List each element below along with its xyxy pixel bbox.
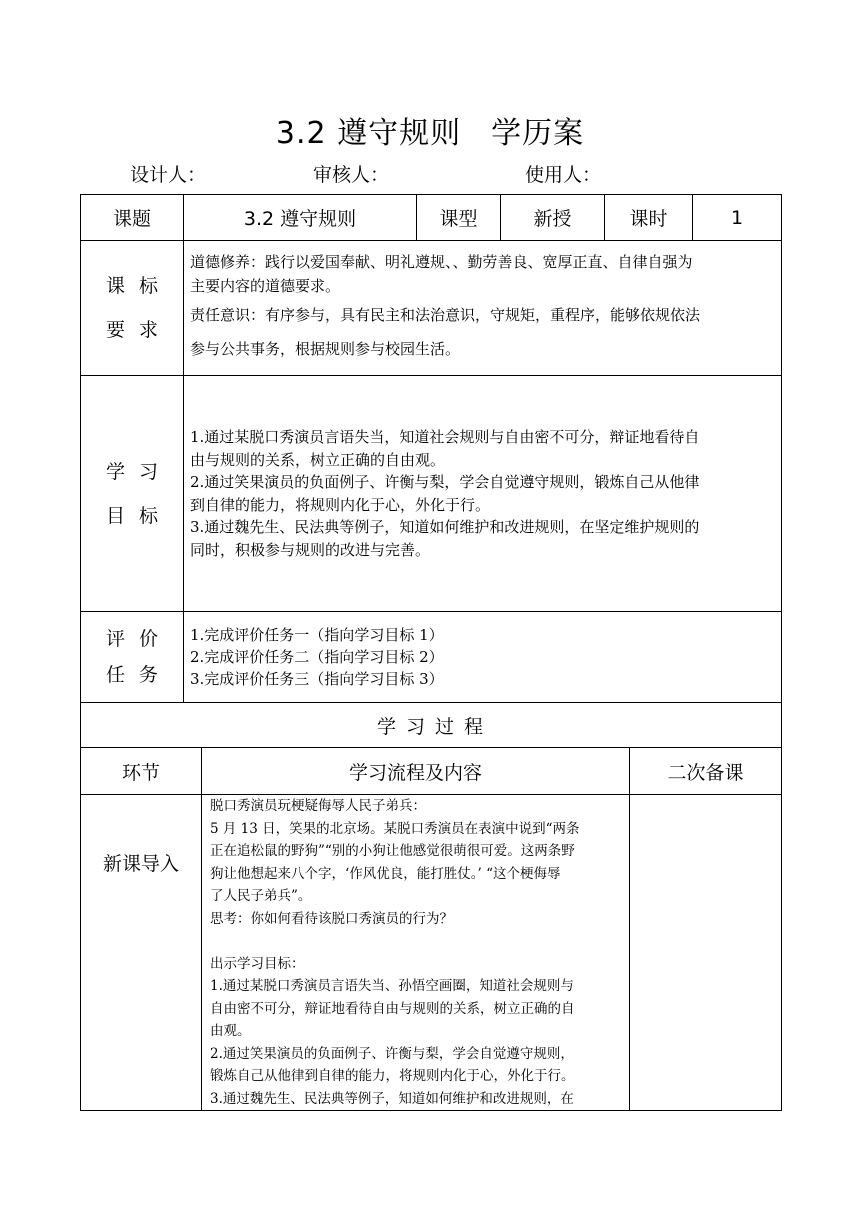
- topic-value: 3.2 遵守规则: [184, 195, 417, 241]
- standard-line: 参与公共事务，根据规则参与校园生活。: [190, 340, 461, 358]
- period-label: 课时: [605, 195, 693, 241]
- topic-label: 课题: [81, 195, 184, 241]
- tasks-label: [81, 612, 184, 703]
- content-line: 了人民子弟兵”。: [210, 888, 312, 904]
- type-label: 课型: [417, 195, 501, 241]
- goals-label-line2: 目标: [105, 504, 172, 527]
- document-title: [0, 108, 860, 152]
- period-value: 1: [693, 195, 782, 241]
- tasks-row: [81, 612, 782, 703]
- content-line: 3.通过魏先生、民法典等例子，知道如何维护和改进规则，在: [210, 1090, 574, 1107]
- goals-label: [81, 376, 184, 612]
- tasks-label-line2: 任务: [105, 664, 172, 686]
- standard-row: [81, 241, 782, 376]
- content-line: 出示学习目标：: [210, 955, 305, 972]
- content-line: 思考：你如何看待该脱口秀演员的行为？: [210, 910, 453, 927]
- process-header-row: [81, 703, 782, 748]
- tasks-content: [184, 612, 782, 703]
- content-line: 1.通过某脱口秀演员言语失当、孙悟空画圈，知道社会规则与: [210, 978, 574, 994]
- intro-row: [81, 795, 782, 1111]
- intro-content: [202, 795, 630, 1111]
- process-table: [80, 702, 782, 1111]
- notes-cell: [630, 795, 782, 1111]
- content-line: 2.通过笑果演员的负面例子、许衡与梨，学会自觉遵守规则，: [210, 1045, 574, 1062]
- goals-row: [81, 376, 782, 612]
- designer-label: 设计人：: [130, 164, 207, 186]
- tasks-line: 2.完成评价任务二（指向学习目标 2）: [190, 648, 444, 666]
- stage-name: 新课导入: [81, 795, 202, 1111]
- goals-line: 由与规则的关系，树立正确的自由观。: [190, 450, 446, 469]
- type-value: 新授: [501, 195, 605, 241]
- tasks-label-line1: 评价: [105, 628, 172, 650]
- info-table: [80, 194, 782, 703]
- goals-line: 1.通过某脱口秀演员言语失当，知道社会规则与自由密不可分，辩证地看待自: [190, 428, 700, 446]
- standard-content: [184, 241, 782, 376]
- col-stage: 环节: [81, 748, 202, 795]
- standard-line: 道德修养：践行以爱国奉献、明礼遵规、、勤劳善良、宽厚正直、自律自强为: [190, 253, 693, 271]
- content-line: 狗让他想起来八个字，‘作风优良，能打胜仗。’ “这个梗侮辱: [210, 865, 561, 882]
- col-content: 学习流程及内容: [202, 748, 630, 795]
- content-line: 锻炼自己从他律到自律的能力，将规则内化于心，外化于行。: [210, 1068, 575, 1084]
- standard-line: 责任意识：有序参与，具有民主和法治意识，守规矩，重程序，能够依规依法: [190, 306, 701, 324]
- content-line: 自由密不可分，辩证地看待自由与规则的关系，树立正确的自: [210, 1000, 575, 1017]
- goals-line: 3.通过魏先生、民法典等例子，知道如何维护和改进规则，在坚定维护规则的: [190, 518, 700, 536]
- content-line: [210, 930, 621, 953]
- content-line: 5 月 13 日，笑果的北京场。某脱口秀演员在表演中说到“两条: [210, 820, 580, 837]
- goals-content: [184, 376, 782, 612]
- tasks-line: 3.完成评价任务三（指向学习目标 3）: [190, 670, 444, 688]
- standard-line: 主要内容的道德要求。: [190, 277, 341, 295]
- content-line: 脱口秀演员玩梗疑侮辱人民子弟兵：: [210, 798, 426, 814]
- content-line: 由观。: [210, 1023, 251, 1039]
- goals-label-line1: 学习: [105, 460, 172, 483]
- reviewer-label: 审核人：: [313, 164, 390, 186]
- standard-label-line2: 要求: [105, 319, 172, 341]
- goals-line: 到自律的能力，将规则内化于心，外化于行。: [190, 495, 491, 514]
- col-notes: 二次备课: [630, 748, 782, 795]
- process-header: 学 习 过 程: [81, 703, 782, 748]
- info-row: [81, 195, 782, 241]
- process-columns-row: [81, 748, 782, 795]
- goals-line: 2.通过笑果演员的负面例子、许衡与梨，学会自觉遵守规则，锻炼自己从他律: [190, 473, 700, 491]
- title-main: 3.2 遵守规则: [275, 116, 462, 151]
- content-line: 正在追松鼠的野狗”“别的小狗让他感觉很萌很可爱。这两条野: [210, 843, 575, 859]
- goals-line: 同时，积极参与规则的改进与完善。: [190, 540, 431, 559]
- user-label: 使用人：: [525, 164, 602, 186]
- standard-label: [81, 241, 184, 376]
- standard-label-line1: 课标: [105, 275, 172, 297]
- title-suffix: 学历案: [491, 116, 585, 151]
- tasks-line: 1.完成评价任务一（指向学习目标 1）: [190, 626, 444, 644]
